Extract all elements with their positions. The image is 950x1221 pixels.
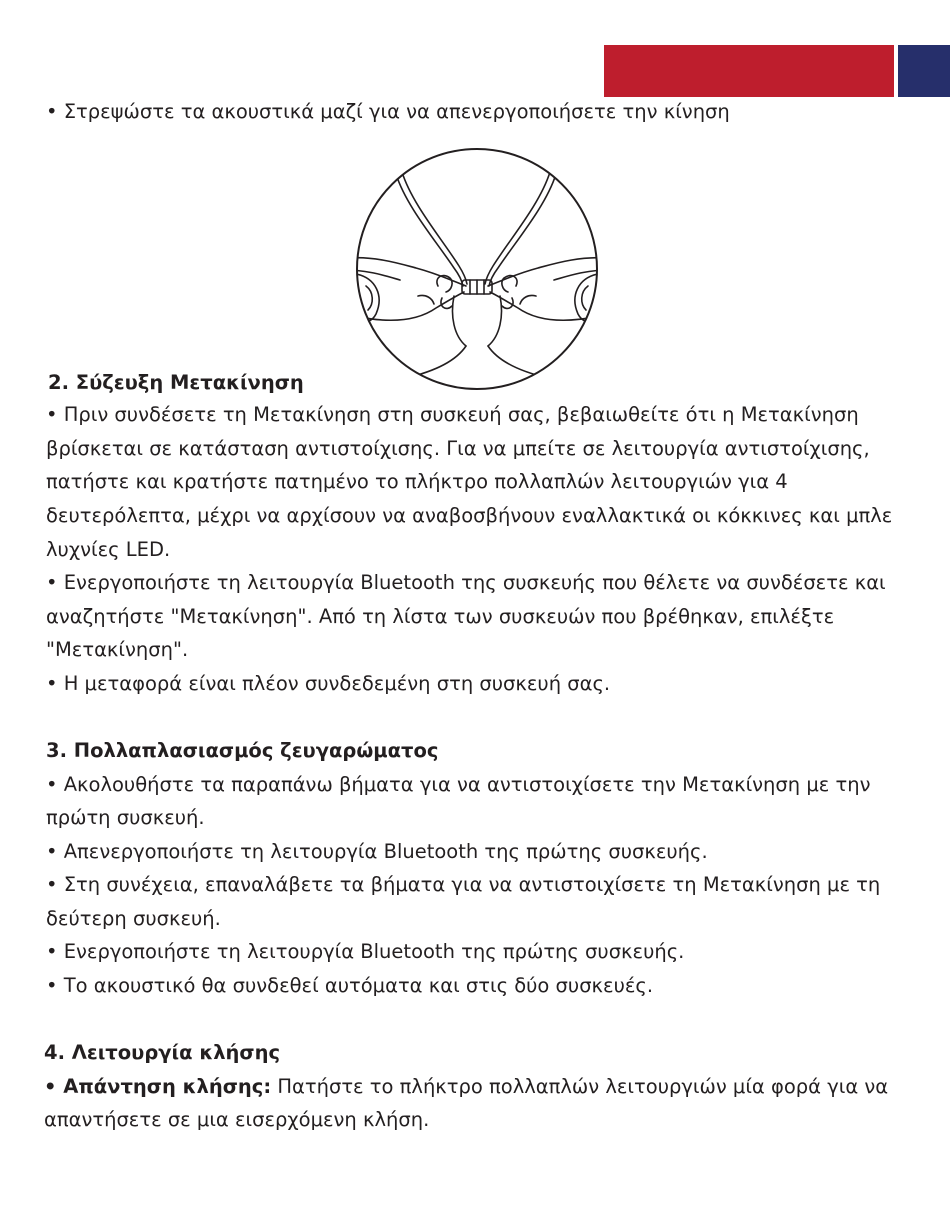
answer-call-label: • Απάντηση κλήσης: bbox=[44, 1075, 272, 1098]
section3-title: 3. Πολλαπλασιασμός ζευγαρώματος bbox=[46, 739, 439, 762]
answer-call-line-2: απαντήσετε σε μια εισερχόμενη κλήση. bbox=[44, 1108, 430, 1131]
answer-call-line bbox=[44, 1070, 888, 1104]
section2-line: βρίσκεται σε κατάσταση αντιστοίχισης. Για να μπείτε σε λειτουργία αντιστοίχισης, bbox=[46, 437, 870, 460]
header-accent-blue bbox=[898, 45, 950, 97]
section3-line: • Ενεργοποιήστε τη λειτουργία Bluetooth της πρώτης συσκευής. bbox=[46, 940, 685, 963]
headphones-twist-diagram-icon bbox=[346, 146, 608, 392]
section2-line: • Ενεργοποιήστε τη λειτουργία Bluetooth της συσκευής που θέλετε να συνδέσετε και bbox=[46, 571, 886, 594]
section3-line: πρώτη συσκευή. bbox=[46, 806, 205, 829]
section2-title: 2. Σύζευξη Μετακίνηση bbox=[48, 371, 304, 394]
section2-line: • Πριν συνδέσετε τη Μετακίνηση στη συσκευή σας, βεβαιωθείτε ότι η Μετακίνηση bbox=[46, 403, 859, 426]
section3-line: • Το ακουστικό θα συνδεθεί αυτόματα και στις δύο συσκευές. bbox=[46, 974, 654, 997]
section3-line: δεύτερη συσκευή. bbox=[46, 907, 221, 930]
section2-line: δευτερόλεπτα, μέχρι να αρχίσουν να αναβοσβήνουν εναλλακτικά οι κόκκινες και μπλε bbox=[46, 504, 893, 527]
section2-line: πατήστε και κρατήστε πατημένο το πλήκτρο πολλαπλών λειτουργιών για 4 bbox=[46, 470, 788, 493]
section2-line: λυχνίες LED. bbox=[46, 538, 171, 561]
section3-line: • Ακολουθήστε τα παραπάνω βήματα για να αντιστοιχίσετε την Μετακίνηση με την bbox=[46, 773, 871, 796]
section2-line: • Η μεταφορά είναι πλέον συνδεδεμένη στη συσκευή σας. bbox=[46, 672, 611, 695]
section4-title: 4. Λειτουργία κλήσης bbox=[44, 1041, 281, 1064]
section3-line: • Απενεργοποιήστε τη λειτουργία Bluetooth της πρώτης συσκευής. bbox=[46, 840, 708, 863]
intro-text: • Στρεψώστε τα ακουστικά μαζί για να απενεργοποιήσετε την κίνηση bbox=[46, 100, 730, 123]
section2-line: "Μετακίνηση". bbox=[46, 638, 189, 661]
header-accent-red bbox=[604, 45, 894, 97]
answer-call-text: Πατήστε το πλήκτρο πολλαπλών λειτουργιών μία φορά για να bbox=[271, 1075, 889, 1098]
section2-line: αναζητήστε "Μετακίνηση". Από τη λίστα των συσκευών που βρέθηκαν, επιλέξτε bbox=[46, 605, 835, 628]
section3-line: • Στη συνέχεια, επαναλάβετε τα βήματα για να αντιστοιχίσετε τη Μετακίνηση με τη bbox=[46, 873, 881, 896]
